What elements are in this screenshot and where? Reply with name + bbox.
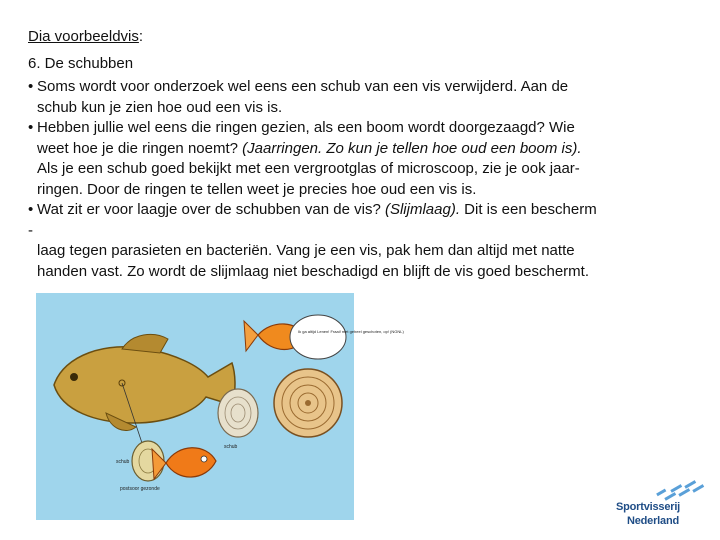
- bullet-2-line-1: Hebben jullie wel eens die ringen gezien, als een boom wordt doorgezaagd? Wie: [37, 119, 575, 136]
- logo-text-line-1: Sportvisserij: [616, 501, 681, 513]
- bullet-item-2: [28, 118, 718, 200]
- logo-text-line-2: Nederland: [627, 515, 679, 527]
- fish-scale-illustration: [36, 293, 404, 520]
- bullet-2-line-2: [37, 139, 718, 160]
- bullet-2-line-2-plain: weet hoe je die ringen noemt?: [37, 139, 243, 157]
- speech-bubble-text: Ik ga altijd Lenen! Fraai! met geheel geschoten, op! (NGNL): [298, 329, 404, 334]
- logo-fish-icon: [612, 477, 712, 501]
- slide-title-label: Dia voorbeeldvis: [28, 28, 139, 45]
- bullet-2-line-4: ringen. Door de ringen te tellen weet je precies hoe oud een vis is.: [37, 180, 477, 198]
- bullet-3-line-2: [28, 221, 718, 242]
- small-scale-label: schub: [116, 459, 130, 465]
- scale-label: schub: [224, 444, 238, 450]
- bullet-1-line-1: Soms wordt voor onderzoek wel eens een schub van een vis verwijderd. Aan de: [37, 78, 569, 95]
- illustration-svg: [36, 293, 404, 520]
- bullet-3-line-3: laag tegen parasieten en bacteriën. Vang je een vis, pak hem dan altijd met natte: [37, 242, 575, 259]
- bullet-1-line-2: schub kun je zien hoe oud een vis is.: [37, 98, 283, 116]
- bullet-2-line-3: Als je een schub goed bekijkt met een vergrootglas of microscoop, zie je ook jaar-: [37, 160, 580, 177]
- bullet-dot: •: [28, 119, 34, 136]
- bullet-dot: •: [28, 78, 34, 95]
- section-heading: 6. De schubben: [28, 55, 134, 72]
- bullet-3-line-1-plain: Wat zit er voor laagje over de schubben van de vis?: [37, 201, 385, 218]
- tree-ring-drawing: [274, 369, 342, 437]
- bullet-dot: •: [28, 201, 34, 218]
- slide-title-colon: :: [138, 28, 144, 45]
- bullet-2-answer: (Jaarringen. Zo kun je tellen hoe oud een boom is).: [242, 139, 582, 157]
- bullet-item-3: [28, 200, 718, 282]
- bullet-3-answer: (Slijmlaag).: [384, 201, 460, 218]
- bullet-item-1: [28, 77, 718, 118]
- bullet-3-line-1-tail: Dit is een bescherm: [459, 201, 597, 218]
- bullet-list: [28, 77, 718, 282]
- hyphen-mark: -: [28, 221, 33, 239]
- bullet-3-line-1: [37, 200, 718, 221]
- bullet-3-line-4: handen vast. Zo wordt de slijmlaag niet beschadigd en blijft de vis goed beschermt.: [37, 262, 589, 280]
- slide-title: [28, 28, 143, 45]
- small-scale-caption: postsoor gezonde: [120, 486, 160, 492]
